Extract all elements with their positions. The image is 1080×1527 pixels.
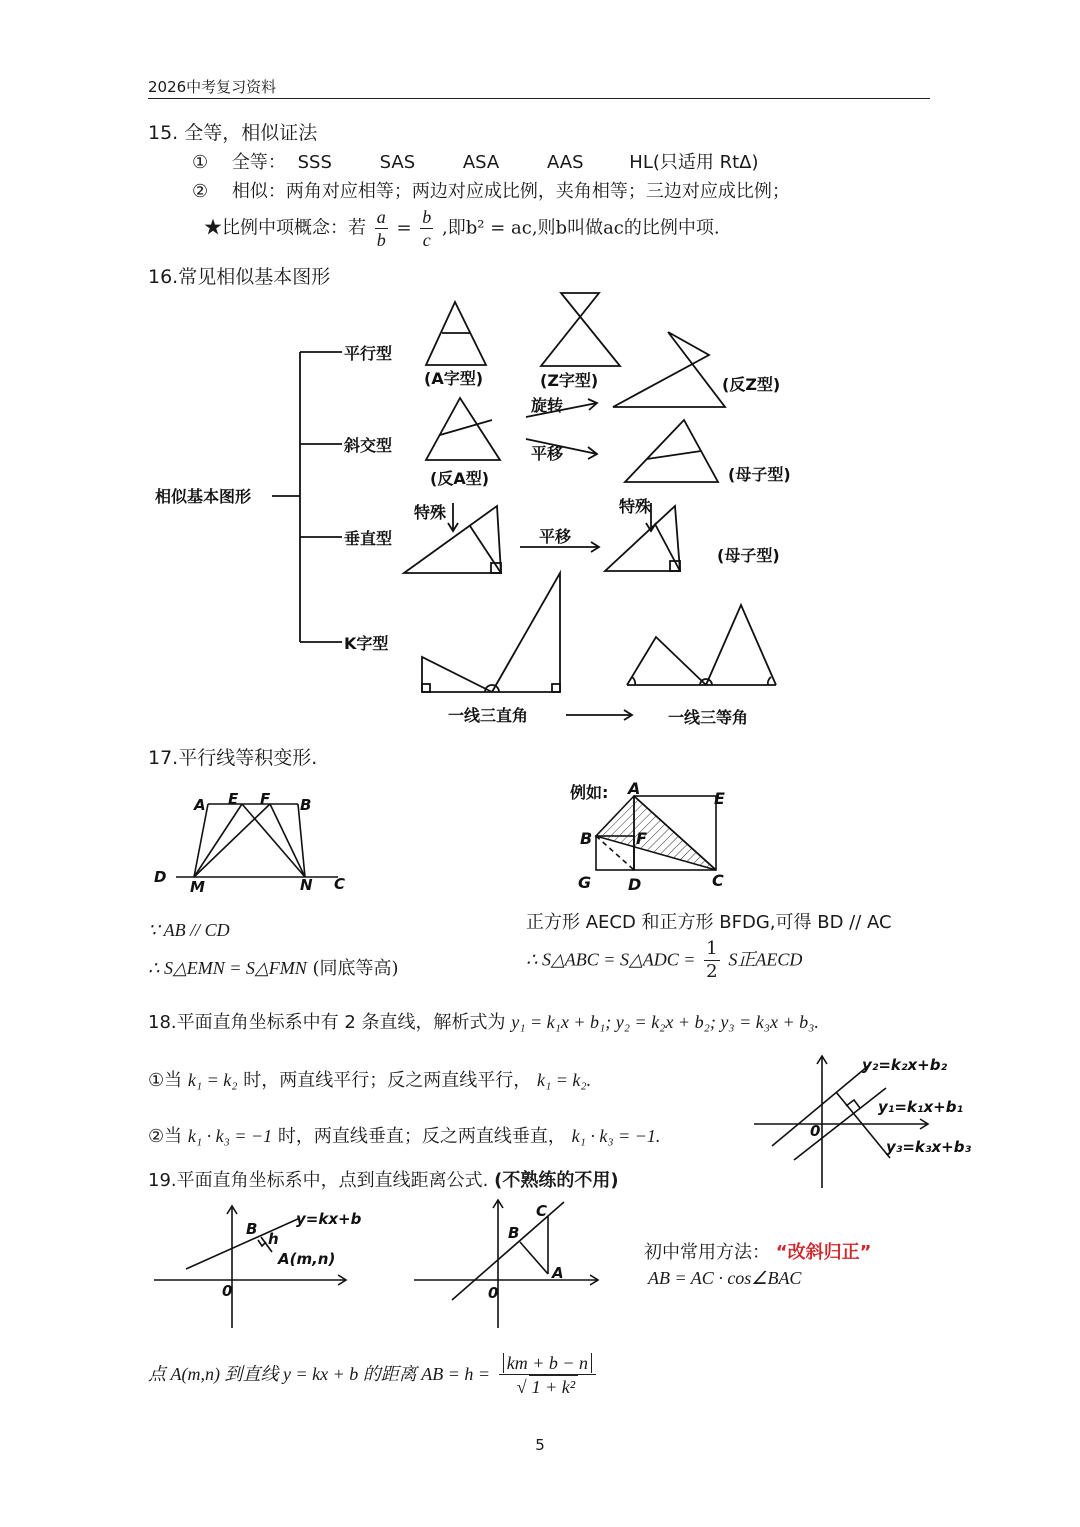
s15-item1-mark: ① bbox=[192, 152, 209, 173]
s15-item2-mark: ② bbox=[192, 181, 209, 202]
fig17b-pt-G: G bbox=[578, 873, 592, 892]
s17-square-statement: 正方形 AECD 和正方形 BFDG,可得 BD // AC bbox=[526, 912, 892, 933]
s18-c1-pre: ①当 bbox=[148, 1070, 183, 1091]
fig17-pt-C: C bbox=[334, 875, 346, 893]
s15-method-sss: SSS bbox=[297, 152, 332, 173]
s18-c1-math: k₁ = k₂ bbox=[187, 1070, 238, 1090]
sqrt-icon: √ bbox=[516, 1377, 527, 1397]
branch-k-type: K字型 bbox=[344, 634, 389, 653]
distance-num-wrap bbox=[499, 1352, 596, 1375]
fig17b-pt-F: F bbox=[636, 829, 647, 848]
half-num: 1 bbox=[706, 938, 718, 959]
section-18-title bbox=[148, 1008, 819, 1034]
s15-item2-text: 相似：两角对应相等；两边对应成比例，夹角相等；三边对应成比例； bbox=[231, 181, 790, 202]
label-translate-1: 平移 bbox=[531, 444, 564, 463]
s15-method-aas: AAS bbox=[546, 152, 584, 173]
distance-denominator: 1 + k² bbox=[529, 1375, 579, 1398]
frac-num-a: a bbox=[376, 207, 386, 227]
fig17-pt-F: F bbox=[260, 790, 271, 808]
fig18-origin: 0 bbox=[810, 1122, 821, 1140]
fig19b-pt-A: A bbox=[552, 1264, 564, 1282]
header-rule bbox=[148, 98, 930, 99]
fig17b-pt-E: E bbox=[714, 789, 725, 808]
square-example-figure bbox=[560, 776, 760, 900]
distance-den-wrap bbox=[499, 1375, 596, 1398]
s19-method-line bbox=[644, 1238, 871, 1264]
section-16-title: 16.常见相似基本图形 bbox=[148, 266, 331, 288]
parallel-equal-area-figure bbox=[140, 778, 380, 900]
branch-parallel: 平行型 bbox=[344, 344, 393, 363]
fraction-b-over-c bbox=[420, 206, 433, 251]
s17-same-base-note: (同底等高) bbox=[312, 958, 399, 979]
fig19a-h: h bbox=[268, 1230, 279, 1248]
s18-c2-end: k₁ · k₃ = −1. bbox=[571, 1126, 661, 1146]
fig17-pt-E: E bbox=[228, 790, 239, 808]
s18-equations: y₁ = k₁x + b₁; y₂ = k₂x + b₂; y₃ = k₃x + b₃. bbox=[511, 1012, 819, 1032]
s19-title-text: 19.平面直角坐标系中，点到直线距离公式. bbox=[148, 1170, 489, 1191]
s15-method-hl: HL(只适用 RtΔ) bbox=[629, 152, 759, 173]
s18-c1-mid: 时，两直线平行；反之两直线平行， bbox=[243, 1070, 532, 1091]
fig19a-line-label: y=kx+b bbox=[296, 1210, 362, 1228]
fig19b-origin: 0 bbox=[488, 1284, 499, 1302]
s19-formula-pre: 点 A(m,n) 到直线 y = kx + b 的距离 AB = h = bbox=[148, 1364, 491, 1384]
s18-c1-end: k₁ = k₂. bbox=[536, 1070, 592, 1090]
fig18-label-y3: y₃=k₃x+b₃ bbox=[886, 1138, 972, 1156]
fig17-pt-B: B bbox=[300, 796, 312, 814]
s15-method-asa: ASA bbox=[462, 152, 500, 173]
section-17-title: 17.平行线等积变形. bbox=[148, 747, 318, 769]
label-special-2: 特殊 bbox=[619, 497, 652, 516]
s18-c2-math: k₁ · k₃ = −1 bbox=[187, 1126, 273, 1146]
document-header: 2026中考复习资料 bbox=[148, 78, 277, 96]
label-mother-child-1: (母子型) bbox=[728, 465, 791, 484]
s19-method-red: “改斜归正” bbox=[775, 1242, 872, 1263]
s19-title-bold: (不熟练的不用) bbox=[494, 1170, 619, 1191]
label-rev-z: (反Z型) bbox=[722, 375, 781, 394]
fig17-pt-A: A bbox=[194, 796, 206, 814]
fig17b-pt-C: C bbox=[712, 871, 724, 890]
label-a-type: (A字型) bbox=[424, 369, 484, 388]
s15-star-prefix: ★比例中项概念：若 bbox=[204, 217, 366, 239]
s17-square-area: S正AECD bbox=[728, 949, 803, 970]
s15-item-2 bbox=[192, 177, 790, 203]
fig19b-pt-C: C bbox=[536, 1202, 548, 1220]
s18-condition-1 bbox=[148, 1066, 591, 1092]
label-mother-child-2: (母子型) bbox=[717, 546, 780, 565]
similar-figures-diagram bbox=[0, 280, 1080, 740]
point-line-distance-figure-1 bbox=[148, 1196, 368, 1332]
s17-therefore-left bbox=[148, 954, 399, 980]
label-one-line-three-right: 一线三直角 bbox=[448, 706, 529, 725]
s18-condition-2 bbox=[148, 1122, 660, 1148]
label-one-line-three-equal: 一线三等角 bbox=[668, 708, 749, 727]
s17-therefore-right bbox=[526, 938, 802, 983]
branch-oblique: 斜交型 bbox=[344, 436, 393, 455]
label-rotate: 旋转 bbox=[531, 396, 564, 415]
s15-item-1 bbox=[192, 148, 759, 174]
distance-numerator: km + b − n bbox=[503, 1353, 592, 1373]
fig17-pt-D: D bbox=[154, 868, 167, 886]
fig17b-pt-D: D bbox=[628, 875, 642, 894]
s17-area-equation: ∴ S△EMN = S△FMN bbox=[148, 958, 307, 978]
label-z-type: (Z字型) bbox=[540, 371, 599, 390]
fig17b-pt-A: A bbox=[628, 779, 641, 798]
label-special-1: 特殊 bbox=[414, 503, 447, 522]
s17-since-line: ∵ AB // CD bbox=[148, 920, 230, 940]
tree-root-label: 相似基本图形 bbox=[155, 487, 252, 506]
s15-star-line bbox=[204, 206, 720, 251]
frac-num-b: b bbox=[422, 207, 432, 227]
fig19a-pt-B: B bbox=[246, 1220, 258, 1238]
point-line-distance-figure-2 bbox=[412, 1196, 612, 1332]
fig17b-example-label: 例如: bbox=[570, 783, 609, 802]
branch-vertical: 垂直型 bbox=[344, 529, 393, 548]
frac-den-c: c bbox=[422, 230, 431, 250]
s18-title-text: 18.平面直角坐标系中有 2 条直线，解析式为 bbox=[148, 1012, 506, 1033]
s18-c2-mid: 时，两直线垂直；反之两直线垂直， bbox=[277, 1126, 566, 1147]
s19-method-formula: AB = AC · cos∠BAC bbox=[648, 1268, 802, 1288]
fig19a-pt-A: A(m,n) bbox=[278, 1250, 336, 1268]
three-lines-figure bbox=[750, 1048, 990, 1196]
fig19a-origin: 0 bbox=[222, 1282, 233, 1300]
section-19-title bbox=[148, 1166, 619, 1192]
s19-method-label: 初中常用方法： bbox=[644, 1242, 770, 1263]
section-15-title: 15. 全等，相似证法 bbox=[148, 122, 318, 144]
fig17-pt-N: N bbox=[300, 876, 313, 894]
s15-item1-label: 全等： bbox=[231, 152, 286, 173]
page-number: 5 bbox=[535, 1436, 545, 1454]
s19-distance-formula bbox=[148, 1352, 599, 1398]
fig17-pt-M: M bbox=[190, 878, 205, 896]
frac-den-b: b bbox=[376, 230, 386, 250]
fig17b-pt-B: B bbox=[580, 829, 593, 848]
s15-method-sas: SAS bbox=[379, 152, 416, 173]
fig19b-pt-B: B bbox=[508, 1224, 520, 1242]
label-translate-2: 平移 bbox=[539, 527, 572, 546]
s17-area-equation-right: ∴ S△ABC = S△ADC = bbox=[526, 949, 696, 970]
fig18-label-y1: y₁=k₁x+b₁ bbox=[878, 1098, 964, 1116]
distance-fraction bbox=[499, 1352, 596, 1398]
s18-c2-pre: ②当 bbox=[148, 1126, 183, 1147]
fraction-a-over-b bbox=[375, 206, 388, 251]
s15-star-suffix: ,即b² = ac,则b叫做ac的比例中项. bbox=[442, 217, 720, 239]
fraction-one-half bbox=[704, 938, 719, 983]
fig18-label-y2: y₂=k₂x+b₂ bbox=[862, 1056, 948, 1074]
label-rev-a: (反A型) bbox=[430, 469, 490, 488]
half-den: 2 bbox=[706, 961, 718, 982]
s15-star-eq: = bbox=[396, 217, 412, 239]
